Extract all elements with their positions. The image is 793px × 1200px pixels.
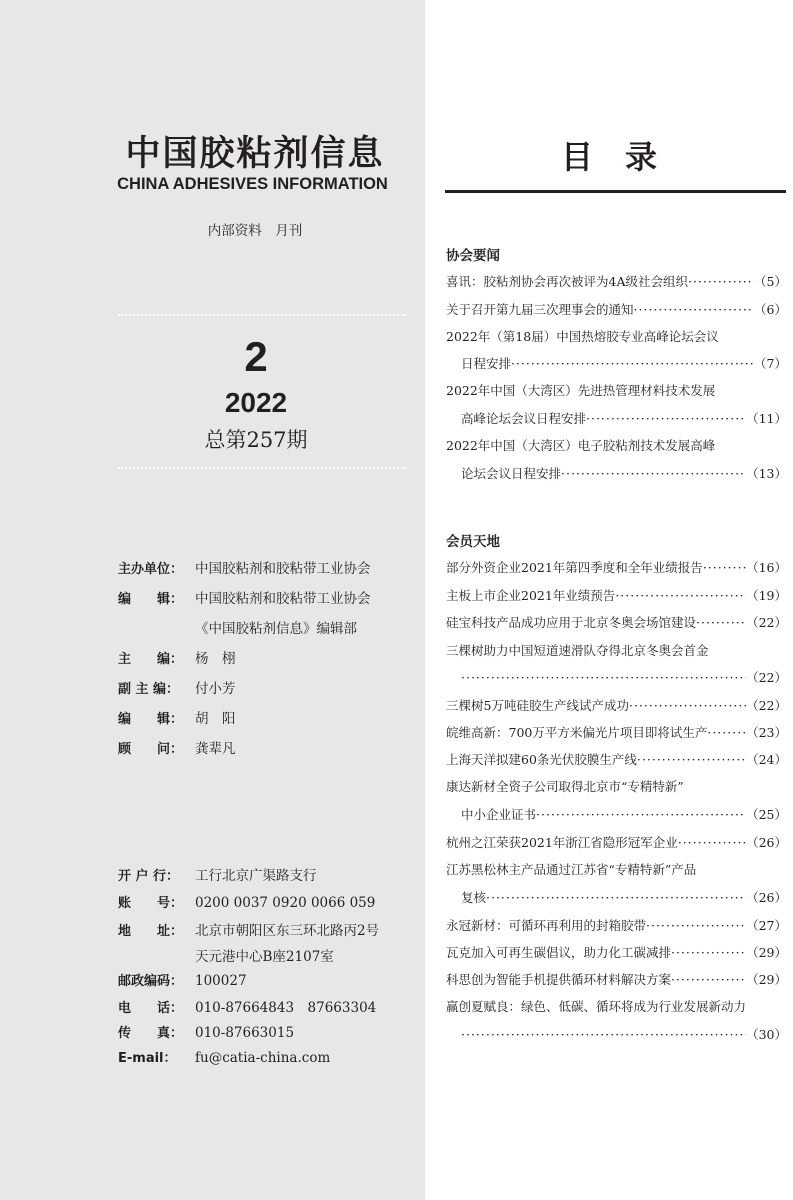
toc-entry-title: 三棵树助力中国短道速滑队夺得北京冬奥会首金	[446, 643, 709, 658]
leader-dots	[486, 890, 746, 905]
toc-entry-continued[interactable]	[461, 1025, 787, 1043]
toc-entry[interactable]	[446, 750, 787, 768]
toc-entry-page: （27）	[746, 918, 787, 933]
toc-entry[interactable]	[446, 970, 787, 988]
masthead-row	[118, 557, 371, 577]
toc-entry-page: （11）	[746, 411, 787, 426]
toc-entry[interactable]	[446, 641, 787, 659]
toc-entry-continued[interactable]	[461, 668, 787, 686]
leader-dots	[629, 698, 746, 713]
masthead-value: 龚辈凡	[195, 741, 236, 757]
masthead-value: 杨 栩	[195, 651, 236, 667]
toc-entry-page: （22）	[746, 698, 787, 713]
contact-row	[118, 892, 375, 911]
contact-row	[118, 1047, 330, 1066]
email-link[interactable]: fu@catia-china.com	[195, 1050, 331, 1066]
toc-entry-title: 三棵树5万吨硅胶生产线试产成功	[446, 698, 629, 713]
toc-entry-title: 复核	[461, 890, 487, 905]
contact-value: 工行北京广渠路支行	[195, 868, 317, 884]
toc-entry[interactable]	[446, 272, 787, 290]
toc-entry-page: （16）	[746, 560, 787, 575]
contact-value: 010-87663015	[195, 1025, 295, 1041]
toc-entry-title: 赢创夏赋良：绿色、低碳、循环将成为行业发展新动力	[446, 999, 747, 1014]
contact-value: 天元港中心B座2107室	[195, 949, 334, 965]
contact-label: 传 真：	[118, 1026, 184, 1041]
contact-row	[118, 864, 317, 884]
leader-dots	[703, 560, 746, 575]
contact-row	[118, 1022, 294, 1041]
toc-entry[interactable]	[446, 943, 787, 961]
toc-entry-page: （22）	[746, 615, 787, 630]
toc-entry-page: （29）	[746, 945, 787, 960]
toc-entry[interactable]	[446, 586, 787, 604]
contact-label: 地 址：	[118, 924, 184, 939]
toc-entry[interactable]	[446, 558, 787, 576]
toc-entry-title: 江苏黑松林主产品通过江苏省“专精特新”产品	[446, 862, 697, 877]
contact-value: 100027	[195, 973, 247, 989]
toc-entry-page: （24）	[746, 752, 787, 767]
toc-entry-page: （7）	[754, 356, 787, 371]
toc-entry-page: （13）	[746, 466, 787, 481]
leader-dots	[637, 752, 746, 767]
toc-entry-continued[interactable]	[461, 464, 787, 482]
toc-title: 目 录	[560, 138, 657, 176]
toc-entry-title: 上海天洋拟建60条光伏胶膜生产线	[446, 752, 637, 767]
leader-dots	[615, 588, 746, 603]
masthead-label: 编 辑：	[118, 712, 184, 727]
contact-row	[118, 945, 334, 965]
toc-entry[interactable]	[446, 436, 787, 454]
toc-entry-page: （5）	[754, 274, 787, 289]
toc-entry-title: 科思创为智能手机提供循环材料解决方案	[446, 972, 672, 987]
leader-dots	[511, 356, 754, 371]
leader-dots	[671, 945, 746, 960]
leader-dots	[707, 725, 746, 740]
masthead-label: 顾 问：	[118, 742, 184, 757]
toc-entry-title: 瓦克加入可再生碳倡议，助力化工碳减排	[446, 945, 672, 960]
toc-entry-title: 康达新材全资子公司取得北京市“专精特新”	[446, 779, 684, 794]
toc-entry-title: 硅宝科技产品成功应用于北京冬奥会场馆建设	[446, 615, 697, 630]
toc-entry[interactable]	[446, 723, 787, 741]
leader-dots	[461, 1027, 746, 1042]
magazine-title-cn: 中国胶粘剂信息	[125, 134, 385, 174]
masthead-row	[118, 617, 357, 637]
masthead-value: 《中国胶粘剂信息》编辑部	[195, 621, 357, 637]
leader-dots	[678, 835, 746, 850]
toc-entry-page: （23）	[746, 725, 787, 740]
contact-value: 北京市朝阳区东三环北路丙2号	[195, 923, 380, 939]
magazine-subtitle: 内部资料 月刊	[207, 223, 303, 239]
toc-entry-page: （25）	[746, 807, 787, 822]
contact-label: 电 话：	[118, 1001, 184, 1016]
divider-top	[118, 314, 406, 316]
toc-entry-continued[interactable]	[461, 888, 787, 906]
masthead-row	[118, 587, 371, 607]
masthead-row	[118, 707, 236, 727]
issue-year: 2022	[224, 387, 288, 418]
masthead-row	[118, 647, 236, 667]
leader-dots	[688, 274, 754, 289]
masthead-value: 中国胶粘剂和胶粘带工业协会	[195, 591, 371, 607]
issue-number: 2	[244, 333, 268, 380]
section-heading: 会员天地	[446, 534, 500, 550]
toc-entry[interactable]	[446, 916, 787, 934]
toc-entry-title: 2022年中国（大湾区）先进热管理材料技术发展	[446, 383, 716, 398]
toc-entry-title: 主板上市企业2021年业绩预告	[446, 588, 616, 603]
toc-entry-continued[interactable]	[461, 805, 787, 823]
toc-entry[interactable]	[446, 833, 787, 851]
toc-entry[interactable]	[446, 860, 787, 878]
toc-entry-continued[interactable]	[461, 354, 787, 372]
contact-value: 010-87664843 87663304	[195, 1000, 377, 1016]
leader-dots	[671, 972, 746, 987]
toc-rule	[445, 190, 786, 193]
masthead-row	[118, 677, 236, 697]
masthead-value: 胡 阳	[195, 711, 236, 727]
toc-entry-title: 关于召开第九届三次理事会的通知	[446, 302, 634, 317]
toc-entry-title: 中小企业证书	[461, 807, 537, 822]
toc-entry-page: （30）	[746, 1027, 787, 1042]
toc-entry[interactable]	[446, 327, 787, 345]
contact-value: 0200 0037 0920 0066 059	[195, 895, 376, 911]
toc-entry-title: 2022年（第18届）中国热熔胶专业高峰论坛会议	[446, 329, 719, 344]
toc-entry[interactable]	[446, 613, 787, 631]
masthead-value: 中国胶粘剂和胶粘带工业协会	[195, 561, 371, 577]
toc-entry-page: （29）	[746, 972, 787, 987]
toc-entry-title: 喜讯：胶粘剂协会再次被评为4A级社会组织	[446, 274, 688, 289]
toc-entry[interactable]	[446, 381, 787, 399]
contact-label: 邮政编码：	[118, 974, 184, 989]
contact-label: 账 号：	[118, 896, 184, 911]
masthead-label: 副 主 编：	[118, 682, 180, 697]
toc-entry-title: 杭州之江荣获2021年浙江省隐形冠军企业	[446, 835, 678, 850]
toc-entry-page: （6）	[754, 302, 787, 317]
toc-entry[interactable]	[446, 300, 787, 318]
contact-label: E-mail：	[118, 1051, 177, 1066]
divider-bottom	[118, 467, 406, 469]
toc-entry-page: （22）	[746, 670, 787, 685]
toc-entry-title: 皖维高新：700万平方米偏光片项目即将试生产	[446, 725, 708, 740]
toc-entry-page: （26）	[746, 835, 787, 850]
toc-entry[interactable]	[446, 997, 787, 1015]
toc-entry-title: 2022年中国（大湾区）电子胶粘剂技术发展高峰	[446, 438, 716, 453]
contact-row	[118, 970, 247, 989]
toc-entry-page: （26）	[746, 890, 787, 905]
masthead-value: 付小芳	[195, 681, 236, 697]
contact-row	[118, 996, 376, 1016]
contact-label: 开 户 行：	[118, 869, 180, 884]
total-issue: 总第257期	[204, 428, 308, 452]
toc-entry-title: 高峰论坛会议日程安排	[461, 411, 587, 426]
magazine-title-en: CHINA ADHESIVES INFORMATION	[117, 175, 388, 193]
masthead-row	[118, 737, 236, 757]
leader-dots	[634, 302, 755, 317]
leader-dots	[536, 807, 746, 822]
toc-entry[interactable]	[446, 777, 787, 795]
leader-dots	[561, 466, 746, 481]
masthead-label: 主办单位：	[118, 562, 184, 577]
contact-row	[118, 919, 379, 939]
toc-entry-continued[interactable]	[461, 409, 787, 427]
leader-dots	[586, 411, 746, 426]
leader-dots	[696, 615, 746, 630]
leader-dots	[461, 670, 746, 685]
masthead-label: 编 辑：	[118, 592, 184, 607]
toc-entry[interactable]	[446, 696, 787, 714]
toc-entry-page: （19）	[746, 588, 787, 603]
toc-entry-title: 部分外资企业2021年第四季度和全年业绩报告	[446, 560, 703, 575]
section-heading: 协会要闻	[446, 248, 500, 264]
leader-dots	[646, 918, 746, 933]
toc-entry-title: 论坛会议日程安排	[461, 466, 562, 481]
toc-entry-title: 日程安排	[461, 356, 512, 371]
toc-entry-title: 永冠新材：可循环再利用的封箱胶带	[446, 918, 647, 933]
masthead-label: 主 编：	[118, 652, 184, 667]
